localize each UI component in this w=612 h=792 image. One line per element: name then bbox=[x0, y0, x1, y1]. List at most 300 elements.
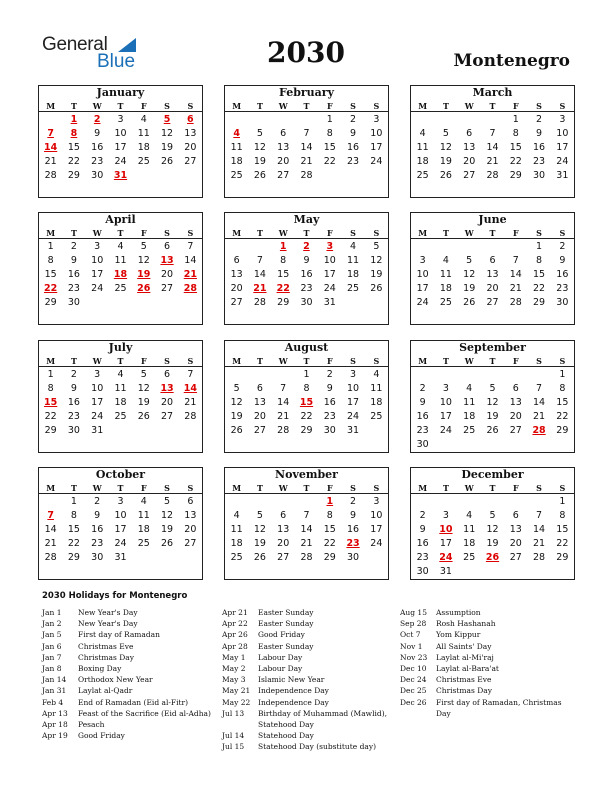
weekday-label: S bbox=[187, 101, 194, 111]
day-cell: 16 bbox=[91, 142, 104, 153]
day-cell: 17 bbox=[91, 397, 104, 408]
empty-day-cell bbox=[411, 240, 434, 254]
day-cell: 20 bbox=[277, 156, 290, 167]
holiday-date: May 21 bbox=[222, 686, 251, 696]
holiday-day-cell: 14 bbox=[44, 142, 58, 153]
day-cell: 16 bbox=[556, 269, 569, 280]
day-cell: 31 bbox=[91, 425, 104, 436]
weekday-label: M bbox=[232, 101, 242, 111]
month-february bbox=[224, 85, 389, 198]
holiday-day-cell: 21 bbox=[253, 283, 267, 294]
day-cell: 10 bbox=[323, 255, 336, 266]
empty-day-cell bbox=[411, 368, 434, 382]
holiday-day-cell: 28 bbox=[183, 283, 197, 294]
weekday-label: T bbox=[442, 483, 449, 493]
day-grid bbox=[225, 494, 388, 565]
day-cell: 1 bbox=[512, 114, 519, 125]
day-cell: 8 bbox=[512, 128, 519, 139]
holiday-day-cell: 7 bbox=[47, 510, 54, 521]
day-grid bbox=[411, 112, 574, 183]
day-cell: 8 bbox=[303, 383, 310, 394]
day-cell: 24 bbox=[370, 156, 383, 167]
empty-day-cell bbox=[504, 240, 527, 254]
day-cell: 9 bbox=[559, 255, 566, 266]
holiday-name: Easter Sunday bbox=[258, 619, 314, 629]
day-cell: 24 bbox=[323, 283, 336, 294]
day-cell: 23 bbox=[91, 156, 104, 167]
holiday-date: Dec 25 bbox=[400, 686, 427, 696]
day-cell: 10 bbox=[370, 128, 383, 139]
holiday-entry bbox=[222, 674, 394, 685]
weekday-label: T bbox=[117, 228, 124, 238]
day-cell: 19 bbox=[463, 283, 476, 294]
holiday-date: Dec 10 bbox=[400, 664, 427, 674]
day-cell: 29 bbox=[67, 552, 80, 563]
day-cell: 30 bbox=[67, 297, 80, 308]
day-cell: 17 bbox=[114, 142, 127, 153]
empty-day-cell bbox=[248, 240, 271, 254]
day-cell: 18 bbox=[114, 397, 127, 408]
holiday-day-cell: 28 bbox=[532, 425, 546, 436]
day-cell: 10 bbox=[91, 255, 104, 266]
day-cell: 5 bbox=[256, 510, 263, 521]
holiday-name: Independence Day bbox=[258, 697, 329, 707]
holiday-name: All Saints' Day bbox=[436, 641, 492, 651]
day-cell: 12 bbox=[161, 510, 174, 521]
day-cell: 26 bbox=[463, 297, 476, 308]
day-cell: 9 bbox=[326, 383, 333, 394]
day-cell: 16 bbox=[533, 142, 546, 153]
empty-day-cell bbox=[272, 368, 295, 382]
day-grid bbox=[39, 239, 202, 310]
day-grid bbox=[39, 367, 202, 438]
day-cell: 14 bbox=[277, 397, 290, 408]
day-cell: 17 bbox=[439, 538, 452, 549]
weekday-label: F bbox=[326, 356, 333, 366]
day-cell: 27 bbox=[230, 297, 243, 308]
day-cell: 9 bbox=[350, 128, 357, 139]
day-cell: 27 bbox=[277, 552, 290, 563]
day-cell: 23 bbox=[67, 283, 80, 294]
empty-day-cell bbox=[434, 368, 457, 382]
holiday-entry bbox=[400, 685, 570, 696]
day-cell: 27 bbox=[486, 297, 499, 308]
day-cell: 8 bbox=[70, 510, 77, 521]
day-cell: 16 bbox=[347, 524, 360, 535]
day-cell: 5 bbox=[442, 128, 449, 139]
holiday-day-cell: 18 bbox=[113, 269, 128, 280]
day-cell: 13 bbox=[253, 397, 266, 408]
day-cell: 5 bbox=[373, 241, 380, 252]
weekday-label: T bbox=[256, 483, 263, 493]
day-cell: 21 bbox=[486, 156, 499, 167]
day-cell: 31 bbox=[347, 425, 360, 436]
month-july bbox=[38, 340, 203, 453]
weekday-label: T bbox=[442, 228, 449, 238]
holiday-entry bbox=[42, 641, 214, 652]
empty-day-cell bbox=[504, 368, 527, 382]
day-cell: 11 bbox=[463, 524, 476, 535]
holiday-entry bbox=[400, 674, 570, 685]
day-cell: 12 bbox=[486, 524, 499, 535]
holiday-day-cell: 14 bbox=[183, 383, 197, 394]
day-cell: 26 bbox=[230, 425, 243, 436]
day-cell: 3 bbox=[117, 114, 124, 125]
weekday-header-row bbox=[411, 355, 574, 367]
day-cell: 11 bbox=[230, 142, 243, 153]
day-cell: 13 bbox=[463, 142, 476, 153]
empty-day-cell bbox=[39, 495, 62, 509]
holiday-date: May 2 bbox=[222, 664, 246, 674]
weekday-label: S bbox=[559, 356, 566, 366]
day-cell: 18 bbox=[416, 156, 429, 167]
day-cell: 3 bbox=[373, 496, 380, 507]
weekday-label: T bbox=[70, 483, 77, 493]
weekday-label: T bbox=[256, 356, 263, 366]
day-grid bbox=[39, 112, 202, 183]
weekday-label: T bbox=[303, 483, 310, 493]
weekday-label: F bbox=[326, 101, 333, 111]
day-cell: 6 bbox=[164, 369, 171, 380]
day-cell: 27 bbox=[277, 170, 290, 181]
holiday-entry bbox=[400, 607, 570, 618]
day-cell: 22 bbox=[556, 538, 569, 549]
day-cell: 15 bbox=[533, 269, 546, 280]
day-cell: 1 bbox=[559, 369, 566, 380]
day-cell: 23 bbox=[91, 538, 104, 549]
weekday-label: F bbox=[512, 483, 519, 493]
holiday-date: Sep 28 bbox=[400, 619, 427, 629]
holiday-name: Orthodox New Year bbox=[78, 675, 153, 685]
day-cell: 30 bbox=[91, 552, 104, 563]
weekday-label: W bbox=[464, 228, 474, 238]
weekday-label: T bbox=[117, 483, 124, 493]
day-cell: 7 bbox=[303, 510, 310, 521]
day-cell: 13 bbox=[184, 128, 197, 139]
holiday-name: Laylat al-Mi'raj bbox=[436, 652, 494, 662]
day-cell: 22 bbox=[67, 156, 80, 167]
day-cell: 7 bbox=[280, 383, 287, 394]
calendar-year: 2030 bbox=[267, 36, 345, 69]
day-cell: 12 bbox=[439, 142, 452, 153]
weekday-label: M bbox=[418, 228, 428, 238]
day-cell: 14 bbox=[44, 524, 57, 535]
day-cell: 26 bbox=[161, 156, 174, 167]
day-cell: 15 bbox=[44, 269, 57, 280]
holiday-name: First day of Ramadan, Christmas Day bbox=[436, 697, 562, 718]
day-cell: 25 bbox=[230, 552, 243, 563]
day-cell: 13 bbox=[486, 269, 499, 280]
holiday-name: Rosh Hashanah bbox=[436, 619, 496, 629]
weekday-label: W bbox=[92, 228, 102, 238]
day-cell: 28 bbox=[277, 425, 290, 436]
day-cell: 9 bbox=[70, 383, 77, 394]
day-cell: 29 bbox=[44, 425, 57, 436]
day-cell: 28 bbox=[44, 170, 57, 181]
weekday-label: S bbox=[559, 228, 566, 238]
holiday-day-cell: 31 bbox=[113, 170, 128, 181]
day-cell: 19 bbox=[439, 156, 452, 167]
day-cell: 14 bbox=[509, 269, 522, 280]
weekday-header-row bbox=[225, 227, 388, 239]
holiday-entry bbox=[42, 697, 214, 708]
day-cell: 13 bbox=[230, 269, 243, 280]
day-cell: 9 bbox=[419, 524, 426, 535]
day-cell: 17 bbox=[323, 269, 336, 280]
day-cell: 19 bbox=[161, 142, 174, 153]
day-cell: 12 bbox=[230, 397, 243, 408]
day-cell: 20 bbox=[253, 411, 266, 422]
day-cell: 25 bbox=[137, 538, 150, 549]
weekday-header-row bbox=[39, 227, 202, 239]
day-grid bbox=[225, 239, 388, 310]
day-cell: 23 bbox=[533, 156, 546, 167]
holiday-day-cell: 26 bbox=[485, 552, 500, 563]
holiday-name: Islamic New Year bbox=[258, 675, 325, 685]
weekday-header-row bbox=[411, 100, 574, 112]
weekday-label: F bbox=[140, 228, 147, 238]
day-grid bbox=[411, 367, 574, 452]
weekday-label: S bbox=[350, 228, 356, 238]
weekday-label: S bbox=[164, 356, 170, 366]
day-cell: 4 bbox=[350, 241, 357, 252]
weekday-label: S bbox=[350, 356, 356, 366]
month-october bbox=[38, 467, 203, 580]
day-cell: 27 bbox=[161, 411, 174, 422]
weekday-label: S bbox=[187, 483, 194, 493]
holiday-name: Assumption bbox=[436, 608, 481, 617]
weekday-label: S bbox=[164, 101, 170, 111]
day-cell: 28 bbox=[486, 170, 499, 181]
empty-day-cell bbox=[527, 495, 550, 509]
day-cell: 29 bbox=[300, 425, 313, 436]
weekday-label: S bbox=[373, 101, 380, 111]
weekday-header-row bbox=[411, 482, 574, 494]
day-cell: 28 bbox=[300, 170, 313, 181]
holiday-entry bbox=[42, 685, 214, 696]
day-cell: 22 bbox=[509, 156, 522, 167]
day-cell: 15 bbox=[509, 142, 522, 153]
day-cell: 20 bbox=[184, 524, 197, 535]
weekday-label: M bbox=[46, 483, 56, 493]
holiday-name: Good Friday bbox=[258, 630, 305, 640]
holiday-day-cell: 22 bbox=[276, 283, 290, 294]
day-cell: 2 bbox=[559, 241, 566, 252]
holiday-date: Jan 31 bbox=[42, 686, 67, 696]
day-cell: 29 bbox=[277, 297, 290, 308]
day-cell: 24 bbox=[439, 425, 452, 436]
day-cell: 24 bbox=[416, 297, 429, 308]
weekday-label: M bbox=[232, 483, 242, 493]
day-cell: 20 bbox=[161, 397, 174, 408]
day-cell: 11 bbox=[439, 269, 452, 280]
weekday-label: M bbox=[418, 101, 428, 111]
day-cell: 28 bbox=[184, 411, 197, 422]
holiday-entry bbox=[400, 641, 570, 652]
day-cell: 12 bbox=[253, 524, 266, 535]
day-cell: 3 bbox=[419, 255, 426, 266]
weekday-label: F bbox=[140, 101, 147, 111]
day-cell: 7 bbox=[187, 241, 194, 252]
holiday-day-cell: 2 bbox=[93, 114, 101, 125]
day-cell: 6 bbox=[256, 383, 263, 394]
logo-text-blue: Blue bbox=[97, 51, 136, 72]
day-cell: 4 bbox=[442, 255, 449, 266]
holiday-date: Jul 13 bbox=[222, 708, 245, 718]
holiday-date: Dec 26 bbox=[400, 697, 427, 707]
weekday-label: W bbox=[464, 483, 474, 493]
empty-day-cell bbox=[434, 495, 457, 509]
weekday-label: S bbox=[559, 101, 566, 111]
day-cell: 25 bbox=[137, 156, 150, 167]
holiday-name: Labour Day bbox=[258, 652, 303, 662]
holiday-entry bbox=[222, 607, 394, 618]
holiday-name: Statehood Day bbox=[258, 731, 314, 741]
weekday-label: S bbox=[536, 101, 542, 111]
weekday-label: W bbox=[92, 356, 102, 366]
day-cell: 3 bbox=[350, 369, 357, 380]
holiday-date: Jan 1 bbox=[42, 608, 62, 617]
day-cell: 27 bbox=[253, 425, 266, 436]
holiday-name: Christmas Day bbox=[78, 652, 134, 662]
day-cell: 11 bbox=[463, 397, 476, 408]
day-cell: 29 bbox=[44, 297, 57, 308]
month-june bbox=[410, 212, 575, 325]
day-cell: 23 bbox=[416, 552, 429, 563]
day-cell: 23 bbox=[67, 411, 80, 422]
holiday-name: Boxing Day bbox=[78, 664, 122, 674]
day-cell: 15 bbox=[277, 269, 290, 280]
month-name: September bbox=[459, 341, 526, 354]
day-grid bbox=[411, 494, 574, 579]
day-cell: 26 bbox=[161, 538, 174, 549]
day-cell: 18 bbox=[463, 411, 476, 422]
weekday-label: M bbox=[46, 356, 56, 366]
day-cell: 8 bbox=[280, 255, 287, 266]
holiday-name: Christmas Eve bbox=[78, 641, 134, 651]
weekday-label: T bbox=[70, 228, 77, 238]
day-cell: 5 bbox=[233, 383, 240, 394]
day-cell: 30 bbox=[300, 297, 313, 308]
day-cell: 3 bbox=[94, 369, 101, 380]
day-cell: 19 bbox=[161, 524, 174, 535]
day-cell: 6 bbox=[233, 255, 240, 266]
day-cell: 8 bbox=[47, 383, 54, 394]
weekday-label: S bbox=[187, 228, 194, 238]
day-cell: 27 bbox=[184, 156, 197, 167]
day-cell: 19 bbox=[253, 156, 266, 167]
weekday-label: M bbox=[46, 228, 56, 238]
day-cell: 24 bbox=[370, 538, 383, 549]
weekday-label: F bbox=[140, 483, 147, 493]
holiday-entry bbox=[400, 663, 570, 674]
weekday-label: S bbox=[373, 483, 380, 493]
empty-day-cell bbox=[458, 495, 481, 509]
day-cell: 7 bbox=[303, 128, 310, 139]
day-cell: 2 bbox=[419, 510, 426, 521]
weekday-label: S bbox=[536, 228, 542, 238]
month-name: March bbox=[472, 86, 513, 99]
weekday-header-row bbox=[225, 100, 388, 112]
day-cell: 13 bbox=[184, 510, 197, 521]
day-cell: 24 bbox=[91, 283, 104, 294]
empty-day-cell bbox=[39, 113, 62, 127]
month-name: April bbox=[105, 213, 136, 226]
day-cell: 3 bbox=[117, 496, 124, 507]
day-cell: 21 bbox=[184, 397, 197, 408]
weekday-header-row bbox=[39, 355, 202, 367]
holiday-name: Pesach bbox=[78, 720, 105, 730]
holiday-name: Good Friday bbox=[78, 731, 125, 741]
holiday-date: Apr 21 bbox=[222, 608, 248, 617]
country-name: Montenegro bbox=[453, 51, 570, 71]
day-cell: 10 bbox=[439, 397, 452, 408]
day-cell: 31 bbox=[439, 566, 452, 577]
day-cell: 1 bbox=[536, 241, 543, 252]
day-cell: 19 bbox=[230, 411, 243, 422]
day-cell: 4 bbox=[466, 383, 473, 394]
weekday-label: W bbox=[92, 101, 102, 111]
day-cell: 9 bbox=[70, 255, 77, 266]
day-cell: 7 bbox=[256, 255, 263, 266]
holiday-date: Apr 26 bbox=[222, 630, 248, 640]
day-cell: 9 bbox=[94, 510, 101, 521]
day-cell: 11 bbox=[230, 524, 243, 535]
day-cell: 31 bbox=[114, 552, 127, 563]
day-cell: 15 bbox=[556, 397, 569, 408]
holiday-name: End of Ramadan (Eid al-Fitr) bbox=[78, 697, 189, 707]
day-cell: 19 bbox=[137, 397, 150, 408]
day-cell: 5 bbox=[466, 255, 473, 266]
day-cell: 7 bbox=[489, 128, 496, 139]
day-cell: 6 bbox=[187, 496, 194, 507]
day-cell: 20 bbox=[509, 411, 522, 422]
day-cell: 19 bbox=[253, 538, 266, 549]
weekday-label: S bbox=[536, 483, 542, 493]
month-december bbox=[410, 467, 575, 580]
day-cell: 16 bbox=[91, 524, 104, 535]
weekday-label: W bbox=[464, 101, 474, 111]
holiday-name: Yom Kippur bbox=[436, 630, 481, 640]
day-cell: 28 bbox=[533, 552, 546, 563]
holiday-date: May 22 bbox=[222, 697, 251, 707]
holiday-date: Nov 1 bbox=[400, 641, 423, 651]
weekday-label: T bbox=[489, 228, 496, 238]
weekday-label: T bbox=[70, 101, 77, 111]
day-cell: 31 bbox=[323, 297, 336, 308]
day-cell: 5 bbox=[256, 128, 263, 139]
holiday-day-cell: 21 bbox=[183, 269, 197, 280]
day-cell: 30 bbox=[416, 439, 429, 450]
holiday-date: Feb 4 bbox=[42, 697, 64, 707]
day-cell: 29 bbox=[67, 170, 80, 181]
weekday-label: T bbox=[442, 101, 449, 111]
holiday-date: Jan 5 bbox=[42, 630, 62, 640]
weekday-label: T bbox=[117, 356, 124, 366]
weekday-label: W bbox=[278, 483, 288, 493]
day-cell: 4 bbox=[117, 241, 124, 252]
day-cell: 25 bbox=[230, 170, 243, 181]
month-name: January bbox=[96, 86, 145, 99]
day-cell: 8 bbox=[47, 255, 54, 266]
month-name: December bbox=[461, 468, 524, 481]
holiday-entry bbox=[222, 652, 394, 663]
empty-day-cell bbox=[481, 368, 504, 382]
holiday-name: Birthday of Muhammad (Mawlid), Statehood Day bbox=[258, 708, 388, 730]
day-cell: 30 bbox=[91, 170, 104, 181]
month-may bbox=[224, 212, 389, 325]
holiday-entry bbox=[222, 697, 394, 708]
